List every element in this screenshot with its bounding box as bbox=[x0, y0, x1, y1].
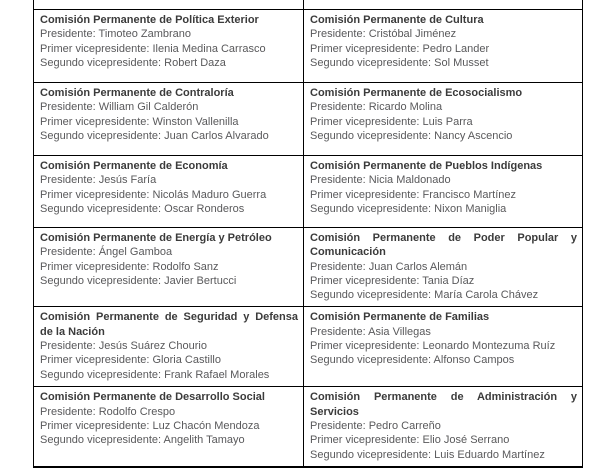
member-name: Alfonso Campos bbox=[433, 354, 515, 367]
member-name: Francisco Martínez bbox=[422, 188, 517, 201]
role-label: Segundo vicepresidente: bbox=[310, 56, 432, 69]
role-label: Primer vicepresidente: bbox=[310, 434, 420, 447]
committee-cell-right bbox=[304, 10, 583, 83]
committee-title: Comisión Permanente de Seguridad y Defensa de la Nación bbox=[40, 311, 298, 338]
role-label: Presidente: bbox=[40, 174, 96, 187]
committee-title: Comisión Permanente de Poder Popular y Comunicación bbox=[310, 232, 577, 259]
committee-table-body bbox=[34, 10, 583, 467]
segundo-vicepresidente-line bbox=[40, 129, 298, 143]
partial-cell-left bbox=[34, 0, 304, 10]
table-row bbox=[34, 83, 583, 156]
member-name: Juan Carlos Alemán bbox=[368, 260, 468, 273]
presidente-line bbox=[310, 173, 577, 187]
member-name: Winston Vallenilla bbox=[152, 115, 239, 128]
member-name: Jesús Faría bbox=[98, 174, 157, 187]
committee-title: Comisión Permanente de Energía y Petróleo bbox=[40, 232, 272, 244]
committee-cell-left bbox=[34, 10, 304, 83]
role-label: Presidente: bbox=[310, 28, 366, 41]
presidente-line bbox=[40, 100, 298, 114]
primer-vicepresidente-line bbox=[40, 115, 298, 129]
member-name: Oscar Ronderos bbox=[164, 202, 245, 215]
segundo-vicepresidente-line bbox=[310, 56, 577, 70]
committee-title: Comisión Permanente de Política Exterior bbox=[40, 14, 259, 26]
member-name: William Gil Calderón bbox=[98, 101, 199, 114]
segundo-vicepresidente-line bbox=[310, 129, 577, 143]
role-label: Presidente: bbox=[310, 420, 366, 433]
member-name: Ilenia Medina Carrasco bbox=[152, 42, 266, 55]
member-name: Frank Rafael Morales bbox=[164, 368, 270, 381]
table-row bbox=[34, 307, 583, 387]
table-row-partial bbox=[34, 0, 583, 10]
committee-cell-left bbox=[34, 228, 304, 307]
member-name: Asia Villegas bbox=[368, 325, 431, 338]
committee-title: Comisión Permanente de Desarrollo Social bbox=[40, 391, 265, 404]
primer-vicepresidente-line bbox=[40, 260, 298, 274]
segundo-vicepresidente-line bbox=[310, 448, 577, 462]
role-label: Segundo vicepresidente: bbox=[310, 129, 432, 142]
committee-cell-right bbox=[304, 228, 583, 307]
committee-cell-left bbox=[34, 387, 304, 467]
role-label: Presidente: bbox=[40, 246, 96, 259]
role-label: Presidente: bbox=[310, 174, 366, 187]
member-name: Ángel Gamboa bbox=[98, 246, 173, 259]
presidente-line bbox=[310, 27, 577, 41]
committee-table bbox=[33, 0, 583, 468]
committee-title: Comisión Permanente de Familias bbox=[310, 311, 490, 324]
role-label: Segundo vicepresidente: bbox=[310, 202, 432, 215]
committee-cell-left bbox=[34, 307, 304, 387]
presidente-line bbox=[310, 260, 577, 274]
segundo-vicepresidente-line bbox=[40, 56, 298, 70]
role-label: Presidente: bbox=[310, 325, 366, 338]
committee-title: Comisión Permanente de Cultura bbox=[310, 14, 484, 26]
role-label: Primer vicepresidente: bbox=[310, 274, 420, 287]
member-name: Nicolás Maduro Guerra bbox=[152, 188, 267, 201]
role-label: Segundo vicepresidente: bbox=[310, 448, 432, 461]
committee-cell-right bbox=[304, 156, 583, 228]
role-label: Segundo vicepresidente: bbox=[40, 434, 162, 447]
member-name: Timoteo Zambrano bbox=[98, 28, 192, 41]
committee-title: Comisión Permanente de Administración y Servicios bbox=[310, 391, 577, 418]
member-name: Leonardo Montezuma Ruíz bbox=[422, 340, 556, 353]
member-name: Ricardo Molina bbox=[368, 101, 443, 114]
member-name: Javier Bertucci bbox=[164, 274, 237, 287]
segundo-vicepresidente-line bbox=[40, 433, 298, 447]
segundo-vicepresidente-line bbox=[310, 288, 577, 302]
role-label: Primer vicepresidente: bbox=[40, 354, 150, 367]
committee-cell-right bbox=[304, 307, 583, 387]
member-name: Cristóbal Jiménez bbox=[368, 28, 457, 41]
role-label: Presidente: bbox=[40, 28, 96, 41]
role-label: Segundo vicepresidente: bbox=[40, 202, 162, 215]
member-name: Nixon Maniglia bbox=[434, 202, 507, 215]
primer-vicepresidente-line bbox=[310, 339, 577, 353]
primer-vicepresidente-line bbox=[310, 274, 577, 288]
role-label: Segundo vicepresidente: bbox=[40, 129, 162, 142]
committee-title: Comisión Permanente de Economía bbox=[40, 160, 228, 172]
presidente-line bbox=[310, 100, 577, 114]
member-name: Gloria Castillo bbox=[152, 354, 221, 367]
role-label: Segundo vicepresidente: bbox=[40, 274, 162, 287]
presidente-line bbox=[310, 419, 577, 433]
primer-vicepresidente-line bbox=[310, 42, 577, 56]
presidente-line bbox=[40, 405, 298, 419]
presidente-line bbox=[40, 173, 298, 187]
role-label: Segundo vicepresidente: bbox=[310, 354, 432, 367]
role-label: Presidente: bbox=[40, 340, 96, 353]
segundo-vicepresidente-line bbox=[40, 274, 298, 288]
role-label: Primer vicepresidente: bbox=[310, 115, 420, 128]
role-label: Primer vicepresidente: bbox=[40, 115, 150, 128]
primer-vicepresidente-line bbox=[310, 115, 577, 129]
member-name: Sol Musset bbox=[434, 56, 489, 69]
primer-vicepresidente-line bbox=[40, 353, 298, 367]
committee-cell-left bbox=[34, 83, 304, 156]
member-name: Jesús Suárez Chourio bbox=[98, 340, 207, 353]
table-row bbox=[34, 228, 583, 307]
member-name: Luz Chacón Mendoza bbox=[152, 420, 260, 433]
presidente-line bbox=[40, 27, 298, 41]
primer-vicepresidente-line bbox=[310, 188, 577, 202]
role-label: Presidente: bbox=[40, 101, 96, 114]
segundo-vicepresidente-line bbox=[310, 202, 577, 216]
role-label: Primer vicepresidente: bbox=[310, 42, 420, 55]
member-name: Tania Díaz bbox=[422, 274, 475, 287]
committee-cell-right bbox=[304, 83, 583, 156]
presidente-line bbox=[310, 325, 577, 339]
committee-title: Comisión Permanente de Contraloría bbox=[40, 87, 234, 99]
member-name: María Carola Chávez bbox=[434, 289, 539, 302]
role-label: Segundo vicepresidente: bbox=[40, 368, 162, 381]
primer-vicepresidente-line bbox=[40, 419, 298, 433]
member-name: Rodolfo Sanz bbox=[152, 260, 219, 273]
member-name: Luis Parra bbox=[422, 115, 473, 128]
committee-title: Comisión Permanente de Ecosocialismo bbox=[310, 87, 523, 99]
role-label: Segundo vicepresidente: bbox=[310, 289, 432, 302]
primer-vicepresidente-line bbox=[310, 433, 577, 447]
role-label: Presidente: bbox=[310, 260, 366, 273]
role-label: Primer vicepresidente: bbox=[40, 260, 150, 273]
member-name: Elio José Serrano bbox=[422, 434, 510, 447]
committee-cell-left bbox=[34, 156, 304, 228]
role-label: Segundo vicepresidente: bbox=[40, 56, 162, 69]
segundo-vicepresidente-line bbox=[40, 368, 298, 382]
presidente-line bbox=[40, 339, 298, 353]
member-name: Robert Daza bbox=[164, 56, 226, 69]
member-name: Rodolfo Crespo bbox=[98, 405, 176, 418]
member-name: Pedro Lander bbox=[422, 42, 490, 55]
committee-title: Comisión Permanente de Pueblos Indígenas bbox=[310, 160, 543, 172]
role-label: Primer vicepresidente: bbox=[310, 340, 420, 353]
table-row bbox=[34, 387, 583, 467]
table-row bbox=[34, 156, 583, 228]
partial-cell-right bbox=[304, 0, 583, 10]
committee-cell-right bbox=[304, 387, 583, 467]
member-name: Luis Eduardo Martínez bbox=[434, 448, 545, 461]
primer-vicepresidente-line bbox=[40, 42, 298, 56]
member-name: Angelith Tamayo bbox=[163, 434, 245, 447]
role-label: Primer vicepresidente: bbox=[40, 188, 150, 201]
role-label: Primer vicepresidente: bbox=[40, 42, 150, 55]
segundo-vicepresidente-line bbox=[310, 353, 577, 367]
primer-vicepresidente-line bbox=[40, 188, 298, 202]
role-label: Primer vicepresidente: bbox=[310, 188, 420, 201]
role-label: Presidente: bbox=[310, 101, 366, 114]
table-row bbox=[34, 10, 583, 83]
role-label: Primer vicepresidente: bbox=[40, 420, 150, 433]
member-name: Pedro Carreño bbox=[368, 420, 441, 433]
segundo-vicepresidente-line bbox=[40, 202, 298, 216]
member-name: Nicia Maldonado bbox=[368, 174, 451, 187]
role-label: Presidente: bbox=[40, 405, 96, 418]
member-name: Juan Carlos Alvarado bbox=[164, 129, 269, 142]
member-name: Nancy Ascencio bbox=[434, 129, 513, 142]
presidente-line bbox=[40, 245, 298, 259]
